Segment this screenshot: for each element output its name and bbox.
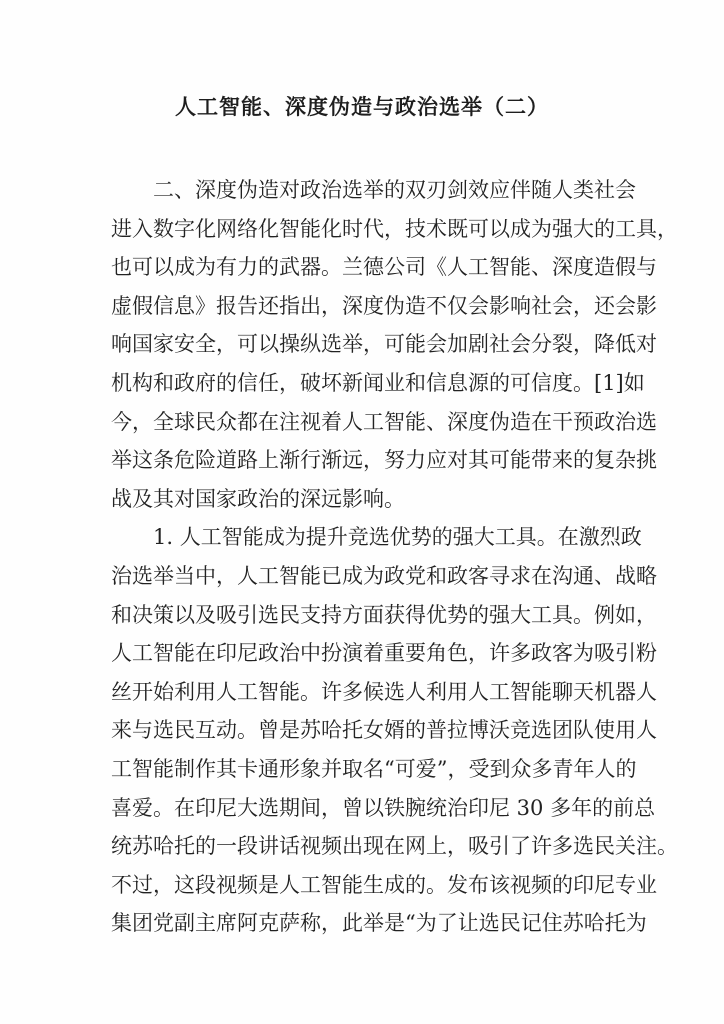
text-line: 今，全球民众都在注视着人工智能、深度伪造在干预政治选: [111, 409, 657, 434]
document-title: 人工智能、深度伪造与政治选举（二）: [175, 95, 549, 119]
text-line: 治选举当中，人工智能已成为政党和政客寻求在沟通、战略: [111, 563, 657, 588]
text-line: 举这条危险道路上渐行渐远，努力应对其可能带来的复杂挑: [111, 448, 657, 473]
text-line: 工智能制作其卡通形象并取名“可爱”，受到众多青年人的: [111, 756, 637, 781]
text-line: 丝开始利用人工智能。许多候选人利用人工智能聊天机器人: [111, 679, 657, 704]
text-line: 响国家安全，可以操纵选举，可能会加剧社会分裂，降低对: [111, 332, 657, 357]
text-line: 机构和政府的信任，破坏新闻业和信息源的可信度。[1]如: [111, 370, 645, 395]
document-body: [111, 171, 678, 943]
text-line: 不过，这段视频是人工智能生成的。发布该视频的印尼专业: [111, 872, 657, 897]
text-line: 集团党副主席阿克萨称，此举是“为了让选民记住苏哈托为: [111, 911, 647, 936]
text-line: 虚假信息》报告还指出，深度伪造不仅会影响社会，还会影: [111, 293, 657, 318]
text-line: 1. 人工智能成为提升竞选优势的强大工具。在激烈政: [153, 525, 642, 550]
text-line: 也可以成为有力的武器。兰德公司《人工智能、深度造假与: [111, 255, 657, 280]
text-line: 统苏哈托的一段讲话视频出现在网上，吸引了许多选民关注。: [111, 834, 678, 859]
text-line: 喜爱。在印尼大选期间，曾以铁腕统治印尼 30 多年的前总: [111, 795, 656, 820]
text-line: 进入数字化网络化智能化时代，技术既可以成为强大的工具，: [111, 216, 678, 241]
text-line: 来与选民互动。曾是苏哈托女婿的普拉博沃竞选团队使用人: [111, 718, 657, 743]
text-line: 人工智能在印尼政治中扮演着重要角色，许多政客为吸引粉: [111, 641, 657, 666]
text-line: 和决策以及吸引选民支持方面获得优势的强大工具。例如，: [111, 602, 657, 627]
text-line: 战及其对国家政治的深远影响。: [111, 486, 405, 511]
text-line: 二、深度伪造对政治选举的双刃剑效应伴随人类社会: [153, 178, 636, 202]
